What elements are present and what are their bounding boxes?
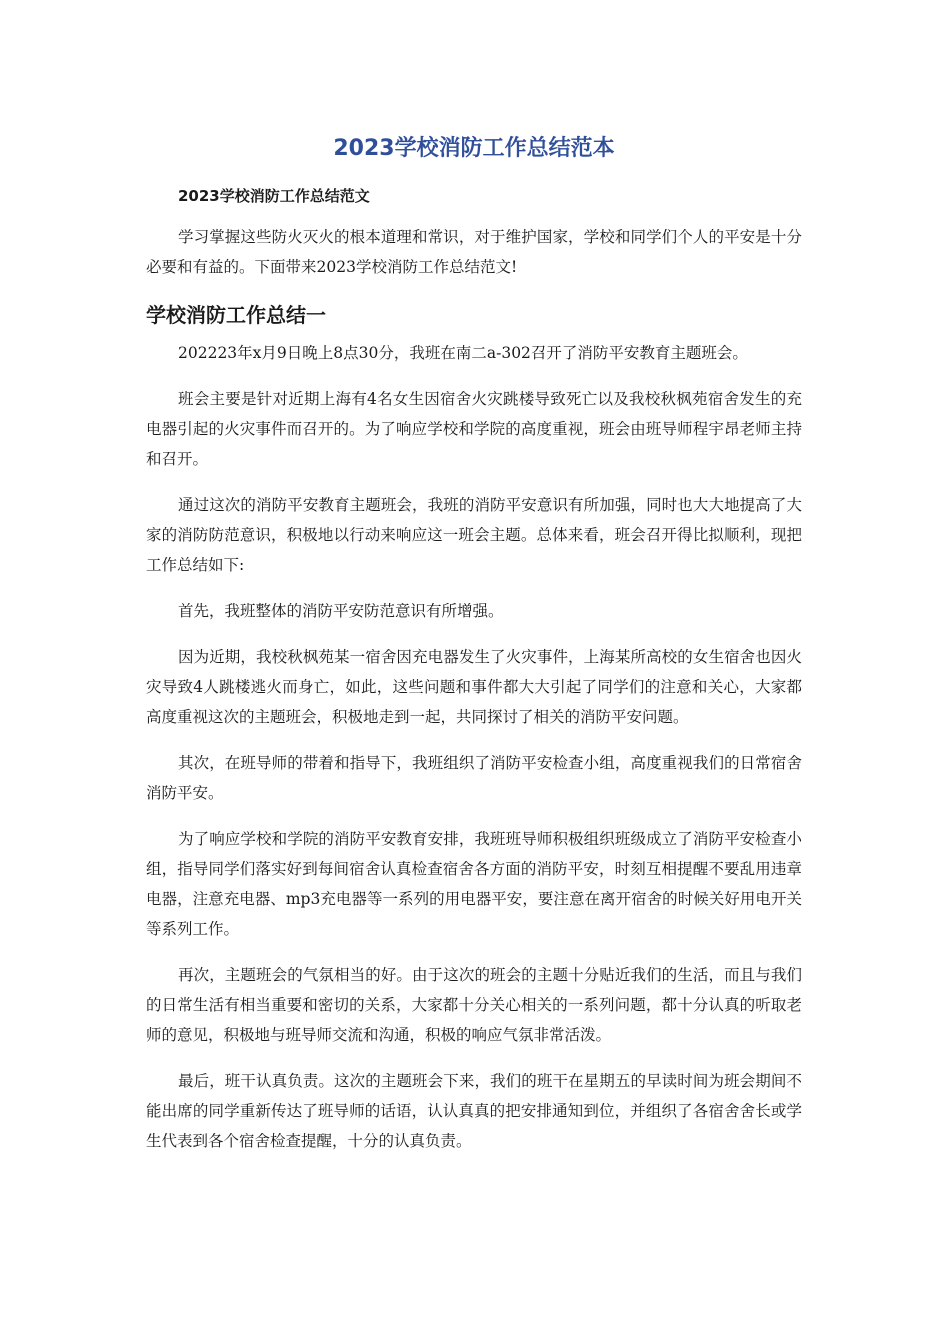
body-paragraph: 最后，班干认真负责。这次的主题班会下来，我们的班干在星期五的早读时间为班会期间不能出席的同学重新传达了班导师的话语，认认真真的把安排通知到位，并组织了各宿舍舍长或学生代表到各个宿舍检查提醒，十分的认真负责。: [146, 1072, 802, 1150]
section-heading: 学校消防工作总结一: [146, 303, 326, 327]
body-paragraph: 首先，我班整体的消防平安防范意识有所增强。: [178, 602, 504, 620]
document-subtitle: 2023学校消防工作总结范文: [178, 187, 370, 205]
body-paragraph: 再次，主题班会的气氛相当的好。由于这次的班会的主题十分贴近我们的生活，而且与我们的日常生活有相当重要和密切的关系，大家都十分关心相关的一系列问题，都十分认真的听取老师的意见，积极地与班导师交流和沟通，积极的响应气氛非常活泼。: [146, 966, 802, 1044]
document-page: [146, 130, 802, 1172]
body-paragraph: 班会主要是针对近期上海有4名女生因宿舍火灾跳楼导致死亡以及我校秋枫苑宿舍发生的充电器引起的火灾事件而召开的。为了响应学校和学院的高度重视，班会由班导师程宇昂老师主持和召开。: [146, 390, 802, 468]
body-paragraph: 因为近期，我校秋枫苑某一宿舍因充电器发生了火灾事件，上海某所高校的女生宿舍也因火灾导致4人跳楼逃火而身亡，如此，这些问题和事件都大大引起了同学们的注意和关心，大家都高度重视这次的主题班会，积极地走到一起，共同探讨了相关的消防平安问题。: [146, 648, 802, 726]
document-title: 2023学校消防工作总结范本: [333, 136, 615, 161]
body-paragraph: 202223年x月9日晚上8点30分，我班在南二a-302召开了消防平安教育主题班会。: [178, 344, 748, 362]
intro-paragraph: 学习掌握这些防火灭火的根本道理和常识，对于维护国家，学校和同学们个人的平安是十分必要和有益的。下面带来2023学校消防工作总结范文!: [146, 228, 802, 276]
body-paragraph: 其次，在班导师的带着和指导下，我班组织了消防平安检查小组，高度重视我们的日常宿舍消防平安。: [146, 754, 802, 802]
body-paragraph: 为了响应学校和学院的消防平安教育安排，我班班导师积极组织班级成立了消防平安检查小组，指导同学们落实好到每间宿舍认真检查宿舍各方面的消防平安，时刻互相提醒不要乱用违章电器，注意充电器、mp3充电器等一系列的用电器平安，要注意在离开宿舍的时候关好用电开关等系列工作。: [146, 830, 802, 938]
body-paragraph: 通过这次的消防平安教育主题班会，我班的消防平安意识有所加强，同时也大大地提高了大家的消防防范意识，积极地以行动来响应这一班会主题。总体来看，班会召开得比拟顺利，现把工作总结如下:: [146, 496, 802, 574]
